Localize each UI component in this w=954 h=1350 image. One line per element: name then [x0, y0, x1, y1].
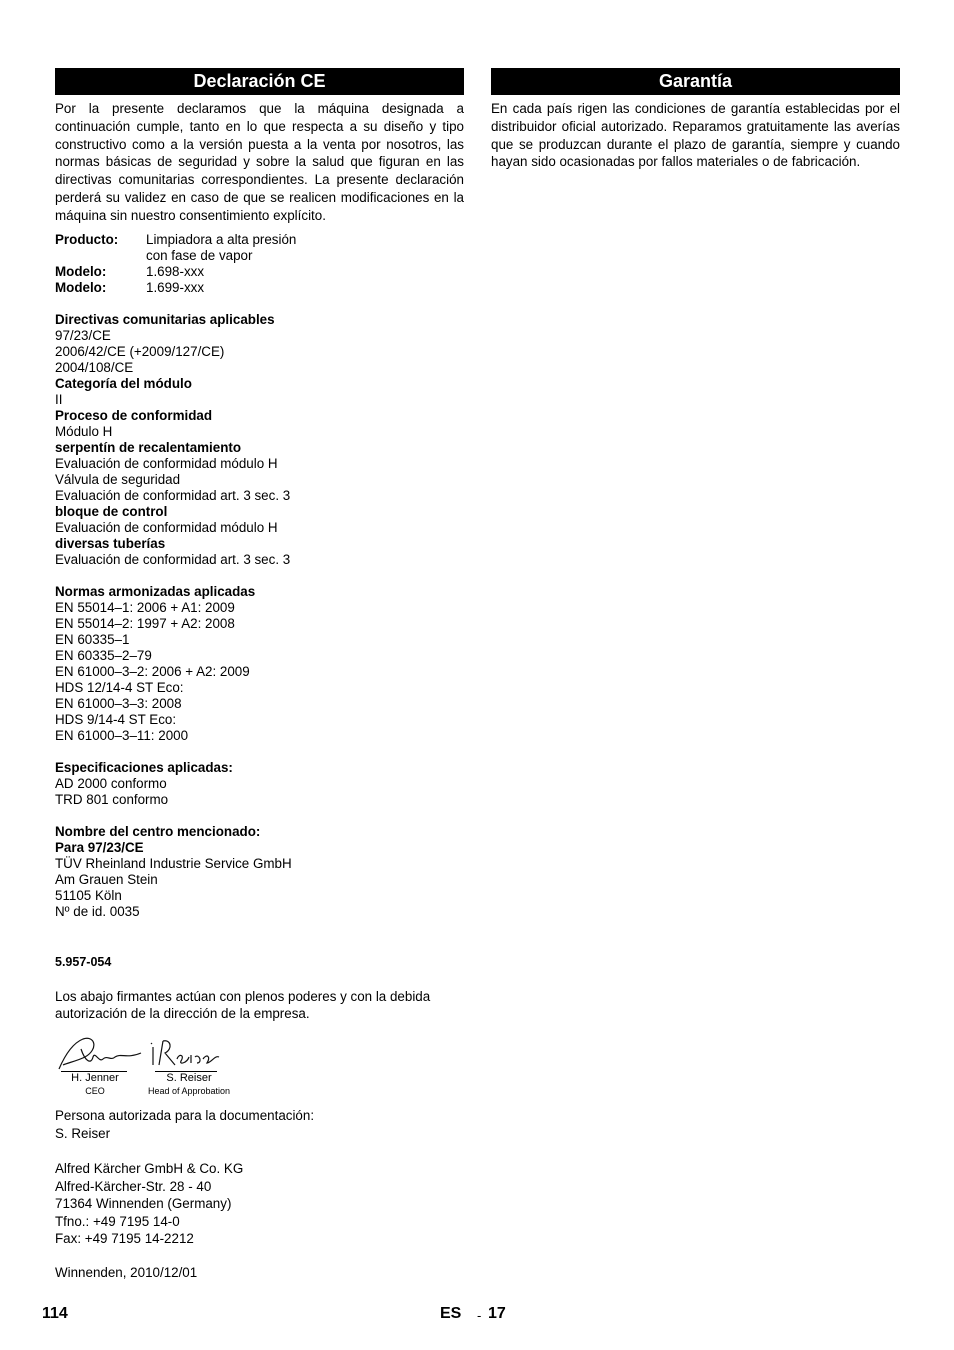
model-value: 1.699-xxx [146, 279, 205, 295]
norm-item: HDS 12/14-4 ST Eco: [55, 679, 184, 695]
control-value: Evaluación de conformidad módulo H [55, 519, 278, 535]
company-line: 71364 Winnenden (Germany) [55, 1196, 232, 1212]
place-date: Winnenden, 2010/12/01 [55, 1264, 198, 1280]
spec-item: AD 2000 conformo [55, 775, 167, 791]
signer-title: CEO [85, 1086, 105, 1097]
signature-jenner-image [55, 1035, 145, 1071]
model-row [55, 264, 464, 280]
directive-item: 97/23/CE [55, 327, 111, 343]
signer-name: H. Jenner [71, 1072, 119, 1085]
center-line: 51105 Köln [55, 887, 122, 903]
document-number: 5.957-054 [55, 954, 112, 969]
center-subtitle: Para 97/23/CE [55, 839, 144, 855]
signer-title: Head of Approbation [147, 1086, 231, 1097]
declaration-intro: Por la presente declaramos que la máquina designada a continuación cumple, tanto en lo que respecta a su diseño y tipo constructivo como a la versión puesta a la venta por nosotros, las normas básicas de seguridad y sobre la salud que figuran en las directivas comunitarias correspondientes. La presente declaración perderá su validez en caso de que se realicen modificaciones en la máquina sin nuestro consentimiento explícito. [55, 101, 464, 223]
signers-text: Los abajo firmantes actúan con plenos poderes y con la debida autorización de la dirección de la empresa. [55, 988, 431, 1022]
company-line: Fax: +49 7195 14-2212 [55, 1231, 194, 1247]
pipes-title: diversas tuberías [55, 535, 166, 551]
model-row [55, 280, 464, 296]
norm-item: EN 61000–3–11: 2000 [55, 727, 189, 743]
signatures [55, 1035, 464, 1097]
product-label: Producto: [55, 231, 119, 247]
product-table [55, 232, 464, 296]
module-category-title: Categoría del módulo [55, 375, 192, 391]
control-title: bloque de control [55, 503, 168, 519]
signer-name: S. Reiser [166, 1072, 212, 1085]
norm-item: EN 60335–2–79 [55, 647, 152, 663]
product-row [55, 232, 464, 264]
product-value: Limpiadora a alta presión con fase de vapor [146, 231, 297, 263]
norms-section [55, 584, 464, 744]
signature-reiser [143, 1035, 235, 1097]
warranty-text: En cada país rigen las condiciones de garantía establecidas por el distribuidor oficial autorizado. Reparamos gratuitamente las averías que se produzcan durante el plazo de garantía, siempre y cuando hayan sido ocasionadas por fallos materiales o de fabricación. [491, 101, 900, 170]
directive-item: 2004/108/CE [55, 359, 134, 375]
company-line: Tfno.: +49 7195 14-0 [55, 1213, 180, 1229]
notified-body-section [55, 824, 464, 920]
directive-item: 2006/42/CE (+2009/127/CE) [55, 343, 225, 359]
center-line: Nº de id. 0035 [55, 903, 140, 919]
declaration-heading: Declaración CE [55, 68, 464, 95]
center-title: Nombre del centro mencionado: [55, 823, 261, 839]
page-dash: - [477, 1308, 482, 1323]
conformity-value: Módulo H [55, 423, 113, 439]
norm-item: EN 55014–2: 1997 + A2: 2008 [55, 615, 235, 631]
norm-item: HDS 9/14-4 ST Eco: [55, 711, 177, 727]
norm-item: EN 55014–1: 2006 + A1: 2009 [55, 599, 235, 615]
directives-title: Directivas comunitarias aplicables [55, 311, 275, 327]
norm-item: EN 61000–3–2: 2006 + A2: 2009 [55, 663, 250, 679]
model-value: 1.698-xxx [146, 263, 205, 279]
directives-section [55, 312, 464, 568]
spec-item: TRD 801 conformo [55, 791, 169, 807]
pipes-value: Evaluación de conformidad art. 3 sec. 3 [55, 551, 291, 567]
coil-line: Válvula de seguridad [55, 471, 181, 487]
specs-title: Especificaciones aplicadas: [55, 759, 233, 775]
signature-reiser-image [143, 1035, 223, 1071]
language-code: ES [440, 1305, 462, 1322]
warranty-heading: Garantía [491, 68, 900, 95]
norms-title: Normas armonizadas aplicadas [55, 583, 256, 599]
declaration-column [55, 68, 464, 1281]
warranty-column [491, 68, 900, 171]
model-label: Modelo: [55, 263, 107, 279]
specs-section [55, 760, 464, 808]
center-line: Am Grauen Stein [55, 871, 158, 887]
authorized-name: S. Reiser [55, 1125, 111, 1141]
company-address [55, 1160, 464, 1248]
module-category-value: II [55, 391, 63, 407]
sub-page-number: 17 [488, 1305, 506, 1322]
company-line: Alfred-Kärcher-Str. 28 - 40 [55, 1178, 212, 1194]
company-line: Alfred Kärcher GmbH & Co. KG [55, 1161, 244, 1177]
page-number: 114 [42, 1305, 68, 1322]
conformity-title: Proceso de conformidad [55, 407, 212, 423]
coil-line: Evaluación de conformidad módulo H [55, 455, 278, 471]
authorized-section [55, 1107, 464, 1142]
norm-item: EN 60335–1 [55, 631, 130, 647]
model-label: Modelo: [55, 279, 107, 295]
signature-jenner [55, 1035, 135, 1097]
coil-title: serpentín de recalentamiento [55, 439, 242, 455]
norm-item: EN 61000–3–3: 2008 [55, 695, 182, 711]
center-line: TÜV Rheinland Industrie Service GmbH [55, 855, 292, 871]
authorized-label: Persona autorizada para la documentación: [55, 1108, 315, 1124]
coil-line: Evaluación de conformidad art. 3 sec. 3 [55, 487, 291, 503]
